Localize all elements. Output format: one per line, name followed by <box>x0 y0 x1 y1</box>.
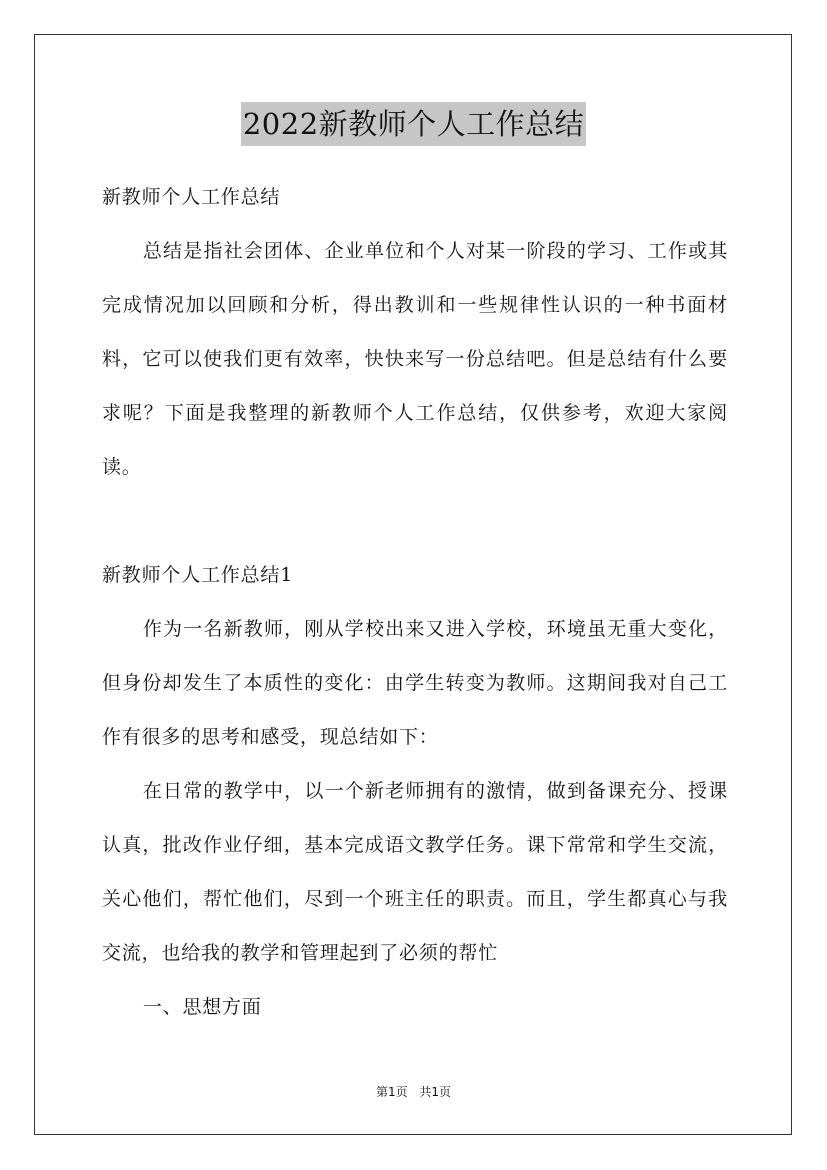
document-body <box>102 170 728 1034</box>
subsection-heading: 一、思想方面 <box>142 996 262 1018</box>
body-paragraph: 在日常的教学中，以一个新老师拥有的激情，做到备课充分、授课认真，批改作业仔细，基本完成语文教学任务。课下常常和学生交流，关心他们，帮忙他们，尽到一个班主任的职责。而且，学生都真心与我交流，也给我的教学和管理起到了必须的帮忙 <box>102 780 728 964</box>
body-paragraph: 作为一名新教师，刚从学校出来又进入学校，环境虽无重大变化，但身份却发生了本质性的变化：由学生转变为教师。这期间我对自己工作有很多的思考和感受，现总结如下： <box>102 618 728 748</box>
section-heading: 新教师个人工作总结1 <box>102 564 294 586</box>
paragraph-gap <box>102 494 728 548</box>
body-paragraph: 总结是指社会团体、企业单位和个人对某一阶段的学习、工作或其完成情况加以回顾和分析，得出教训和一些规律性认识的一种书面材料，它可以使我们更有效率，快快来写一份总结吧。但是总结有什么要求呢？下面是我整理的新教师个人工作总结，仅供参考，欢迎大家阅读。 <box>102 240 728 478</box>
page-footer <box>0 1084 827 1100</box>
document-title: 2022新教师个人工作总结 <box>241 102 586 146</box>
page-total: 共1页 <box>419 1085 452 1099</box>
section-heading: 新教师个人工作总结 <box>102 186 281 208</box>
document-title-wrapper <box>0 102 827 146</box>
page-number: 第1页 <box>375 1085 408 1099</box>
